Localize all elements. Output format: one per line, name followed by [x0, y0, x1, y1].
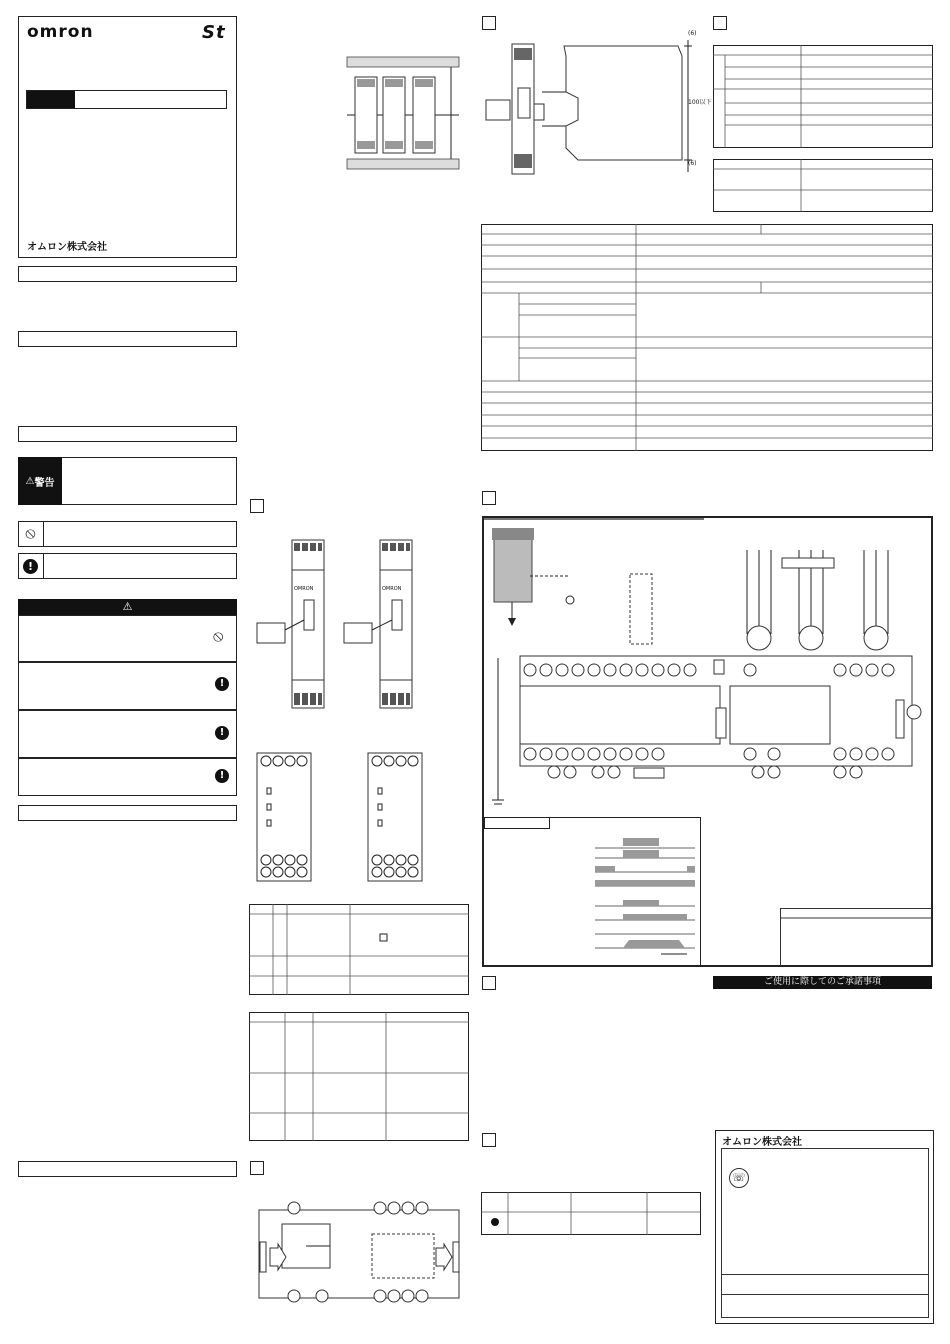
section-bar-2	[18, 331, 237, 347]
mandatory-icon-cell	[18, 553, 44, 579]
option-table	[481, 1192, 701, 1236]
error-table	[249, 1012, 469, 1142]
omron-logo: omron	[27, 22, 94, 42]
section-bar-4	[18, 805, 237, 821]
figure-label-e	[713, 16, 727, 30]
contact-inner-frame	[721, 1148, 929, 1318]
cover-frame	[18, 16, 237, 258]
mandatory-box	[18, 553, 237, 579]
section-bar-5	[18, 1161, 237, 1177]
dim-bottom: (6)	[688, 160, 697, 167]
caution-triangle-icon: ⚠	[122, 600, 133, 613]
spec-table-right	[713, 45, 933, 149]
dim-top: (6)	[688, 30, 697, 37]
warning-label: 警告	[34, 477, 55, 489]
dimension-drawing	[482, 36, 702, 176]
warning-label-box	[18, 457, 62, 505]
figure-label-h	[482, 1133, 496, 1147]
prohibit-icon: ⦸	[25, 523, 36, 542]
indicator-table	[249, 904, 469, 996]
section-bar-1	[18, 266, 237, 282]
caution-row-3	[18, 710, 237, 758]
device-brand-left: OMRON	[294, 586, 314, 592]
figure-label-b	[250, 499, 264, 513]
contact-divider-1	[721, 1274, 929, 1275]
notice-title-bar	[713, 976, 932, 989]
figure-label-c	[250, 1161, 264, 1175]
terminal-layouts	[256, 752, 426, 884]
note-table	[780, 908, 932, 966]
internal-block-diagram	[256, 1200, 466, 1304]
notice-title: ご使用に際してのご承諾事項	[763, 977, 881, 987]
caution-header	[18, 599, 237, 615]
device-front-views	[252, 535, 442, 713]
figure-label-d	[482, 16, 496, 30]
spec-table-right-2	[713, 159, 933, 213]
warning-triangle-icon: ⚠	[25, 475, 35, 487]
caution-mandatory-icon-3: !	[215, 769, 229, 783]
figure-label-f	[482, 491, 496, 505]
model-label-black	[27, 91, 75, 108]
caution-mandatory-icon-1: !	[215, 677, 229, 691]
caution-mandatory-icon-2: !	[215, 726, 229, 740]
contact-company: オムロン株式会社	[722, 1137, 802, 1148]
mandatory-icon: !	[23, 559, 38, 574]
contact-divider-2	[721, 1294, 929, 1295]
caution-prohibit-icon: ⦸	[213, 626, 224, 645]
dim-height: 100以下	[688, 99, 712, 106]
figure-label-g	[482, 976, 496, 990]
mounting-illustration	[345, 55, 465, 175]
caution-row-4	[18, 758, 237, 796]
device-brand-right: OMRON	[382, 586, 402, 592]
prohibit-box	[18, 521, 237, 547]
phone-icon: ☏	[729, 1168, 749, 1188]
timing-chart	[595, 836, 695, 962]
cover-company: オムロン株式会社	[27, 242, 107, 253]
caution-row-2	[18, 662, 237, 710]
model-label-bar	[26, 90, 227, 109]
st-mark: St	[202, 22, 226, 43]
caution-row-1	[18, 615, 237, 662]
prohibit-icon-cell	[18, 521, 44, 547]
section-bar-3	[18, 426, 237, 442]
rating-table	[481, 224, 933, 452]
wiring-diagram	[484, 518, 932, 818]
